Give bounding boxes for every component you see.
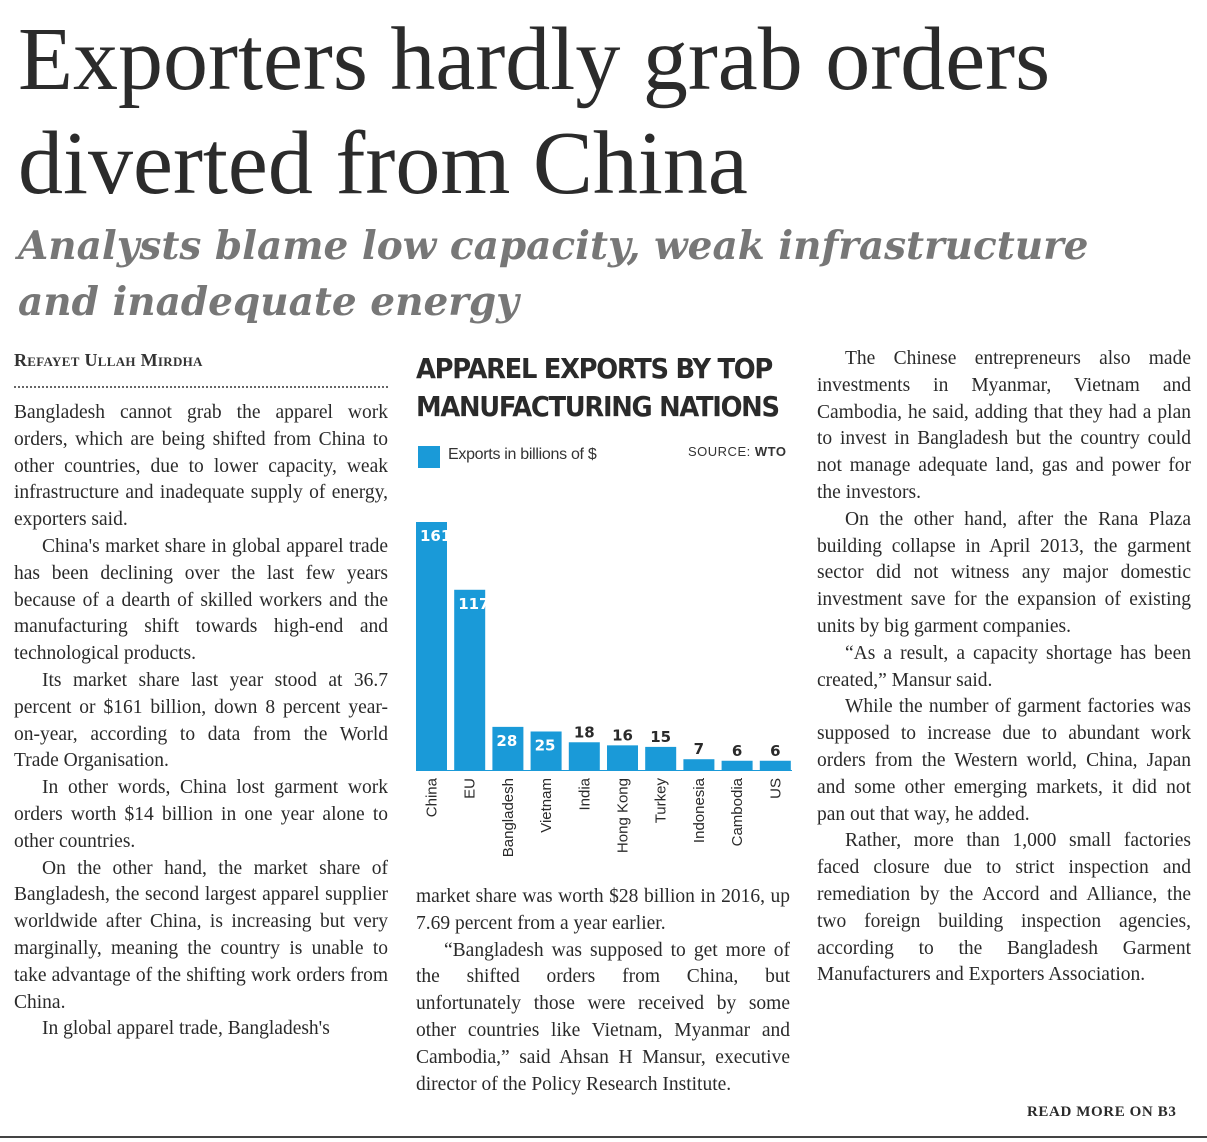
byline-divider	[14, 386, 388, 388]
paragraph: In global apparel trade, Bangladesh's	[42, 1018, 330, 1040]
source-value: WTO	[754, 444, 787, 459]
source-label: SOURCE:	[688, 444, 751, 459]
read-more-link[interactable]: READ MORE ON B3	[1027, 1104, 1177, 1120]
category-label: Indonesia	[690, 778, 708, 844]
category-label: Cambodia	[729, 778, 747, 847]
paragraph: Rather, more than 1,000 small factories faced closure due to strict inspection and remediation by the Accord and Alliance, the two foreign building inspection agencies, according to the Bangladesh Garment Manufacturers and Exporters Association.	[817, 830, 1191, 986]
bar-value-label: 15	[650, 727, 672, 746]
chart-title-line-2: MANUFACTURING NATIONS	[416, 390, 779, 423]
apparel-exports-chart	[410, 350, 802, 870]
category-label: Hong Kong	[614, 778, 632, 854]
headline-line-2: diverted from China	[18, 114, 748, 213]
category-label: China	[423, 778, 441, 818]
chart-plot	[410, 350, 802, 870]
category-label: Bangladesh	[499, 778, 517, 858]
bar-value-label: 161	[420, 527, 452, 545]
category-label: Vietnam	[538, 778, 556, 833]
bar-india	[569, 742, 600, 770]
bar-value-label: 25	[534, 736, 556, 755]
paragraph: China's market share in global apparel trade has been declining over the last few years because of a dearth of skilled workers and the manufacturing shift towards high-end and technological products.	[14, 535, 388, 665]
headline	[18, 8, 1198, 216]
paragraph: The Chinese entrepreneurs also made investments in Myanmar, Vietnam and Cambodia, he said, adding that they had a plan to invest in Bangladesh but the country could not manage adequate land, gas and power for the investors.	[817, 348, 1191, 503]
chart-title-line-1: APPAREL EXPORTS BY TOP	[416, 352, 772, 385]
bar-value-label: 117	[458, 594, 490, 613]
article-column-3	[817, 346, 1191, 989]
bar-hong-kong	[607, 745, 638, 770]
bar-eu	[454, 590, 485, 770]
category-label: EU	[461, 778, 479, 799]
legend-label: Exports in billions of $	[448, 446, 597, 463]
paragraph: “As a result, a capacity shortage has been created,” Mansur said.	[817, 642, 1191, 691]
paragraph: In other words, China lost garment work orders worth $14 billion in one year alone to other countries.	[14, 777, 388, 852]
bar-value-label: 7	[693, 740, 705, 759]
bar-cambodia	[722, 761, 753, 770]
headline-line-1: Exporters hardly grab orders	[18, 10, 1051, 109]
paragraph: market share was worth $28 billion in 2016, up 7.69 percent from a year earlier.	[416, 886, 790, 934]
category-label: Turkey	[652, 778, 670, 824]
article-column-1	[14, 400, 388, 1043]
subheadline-line-1: Analysts blame low capacity, weak infrastructure	[18, 223, 1089, 269]
bar-value-label: 6	[770, 741, 781, 760]
subheadline	[18, 218, 1168, 330]
article-column-2	[416, 884, 790, 1098]
bar-value-label: 16	[612, 726, 633, 745]
category-label: US	[767, 778, 785, 799]
paragraph: Its market share last year stood at 36.7 percent or $161 billion, down 8 percent year-on-year, according to data from the World Trade Organisation.	[14, 669, 388, 772]
bar-value-label: 6	[731, 741, 743, 760]
byline: Refayet Ullah Mirdha	[14, 350, 203, 370]
paragraph: On the other hand, the market share of Bangladesh, the second largest apparel supplier worldwide after China, is increasing but very marginally, meaning the country is unable to take advantage of the shifting work orders from China.	[14, 857, 388, 1013]
bar-china	[416, 522, 447, 770]
bar-us	[760, 761, 791, 770]
paragraph: “Bangladesh was supposed to get more of the shifted orders from China, but unfortunately those were received by some other countries like Vietnam, Myanmar and Cambodia,” said Ahsan H Mansur, executive director of the Policy Research Institute.	[416, 939, 790, 1095]
bar-value-label: 18	[573, 723, 595, 742]
subheadline-line-2: and inadequate energy	[18, 279, 519, 325]
bar-turkey	[645, 747, 676, 770]
bottom-rule	[0, 1136, 1207, 1138]
paragraph: While the number of garment factories was supposed to increase due to abundant work orders from the Western world, China, Japan and some other emerging markets, it did not pan out that way, he added.	[817, 696, 1191, 825]
paragraph: On the other hand, after the Rana Plaza building collapse in April 2013, the garment sector did not witness any major domestic investment save for the expansion of existing units by big garment companies.	[817, 508, 1191, 637]
bar-value-label: 28	[496, 731, 518, 750]
category-label: India	[576, 778, 594, 811]
bar-indonesia	[683, 759, 714, 770]
paragraph: Bangladesh cannot grab the apparel work orders, which are being shifted from China to other countries, due to lower capacity, weak infrastructure and inadequate supply of energy, exporters said.	[14, 402, 388, 531]
